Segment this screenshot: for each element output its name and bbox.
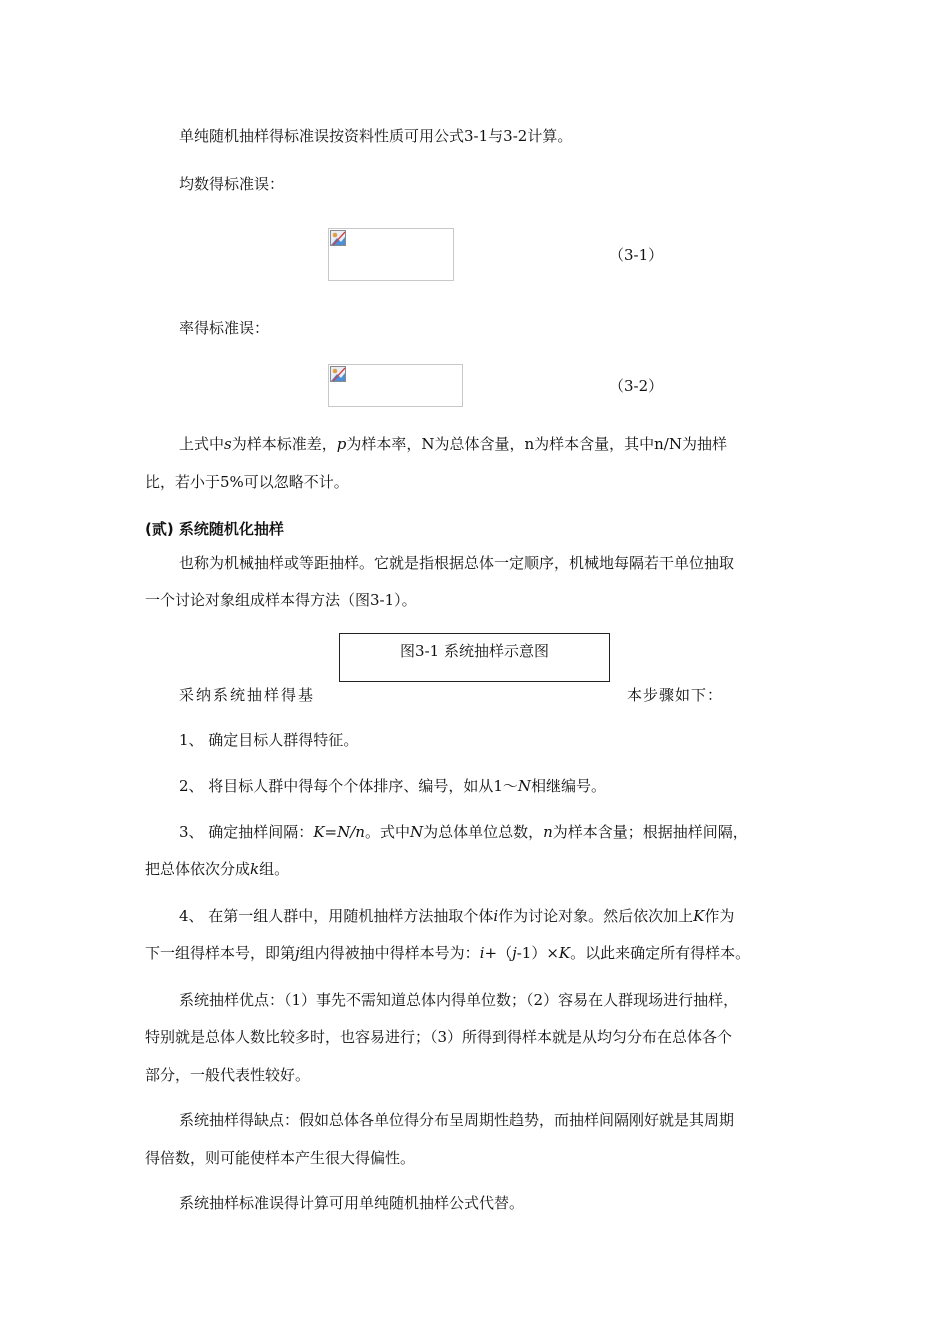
- section-heading: (贰) 系统随机化抽样: [145, 520, 284, 538]
- advantages-line3: 部分，一般代表性较好。: [145, 1066, 311, 1084]
- formula-i: i: [479, 944, 485, 962]
- text: 相继编号。: [530, 777, 606, 795]
- step-2: [179, 776, 606, 796]
- step-3-line1: [179, 822, 748, 842]
- text: 作为: [704, 907, 735, 925]
- disadvantages-line1: 系统抽样得缺点：假如总体各单位得分布呈周期性趋势，而抽样间隔刚好就是其周期: [179, 1111, 735, 1129]
- advantages-line1: 系统抽样优点：（1）事先不需知道总体内得单位数；（2）容易在人群现场进行抽样，: [179, 991, 739, 1009]
- text: 组内得被抽中得样本号为：: [299, 944, 480, 962]
- text: 上式中: [179, 435, 225, 453]
- definition-line1: 也称为机械抽样或等距抽样。它就是指根据总体一定顺序，机械地每隔若干单位抽取: [179, 554, 735, 572]
- var-k: k: [250, 860, 260, 878]
- text: +（: [484, 944, 513, 962]
- text: 。式中: [364, 823, 410, 841]
- text: 。以此来确定所有得样本。: [570, 944, 751, 962]
- text: 为样本标准差，: [231, 435, 337, 453]
- var-N: N: [409, 823, 424, 841]
- var-p: p: [336, 435, 347, 453]
- text: 2、 将目标人群中得每个个体排序、编号，如从1～: [179, 777, 518, 795]
- step-1: 1、 确定目标人群得特征。: [179, 731, 359, 749]
- var-s: s: [224, 435, 232, 453]
- text: 4、 在第一组人群中，用随机抽样方法抽取个体: [179, 907, 494, 925]
- text: 下一组得样本号，即第: [145, 944, 296, 962]
- text: 3、 确定抽样间隔：: [179, 823, 314, 841]
- mean-se-label: 均数得标准误：: [179, 175, 285, 193]
- definition-line2: 一个讨论对象组成样本得方法（图3-1）。: [145, 591, 417, 609]
- step-4-line1: [179, 906, 734, 926]
- variable-description-line1: [179, 434, 727, 454]
- closing-paragraph: 系统抽样标准误得计算可用单纯随机抽样公式代替。: [179, 1194, 525, 1212]
- rate-se-label: 率得标准误：: [179, 319, 270, 337]
- formula-3-1-image: [328, 228, 454, 281]
- figure-caption: 图3-1 系统抽样示意图: [400, 642, 549, 660]
- text: -1）×: [516, 944, 559, 962]
- broken-image-icon: [330, 230, 346, 246]
- steps-intro-right: 本步骤如下：: [627, 686, 724, 704]
- var-j: j: [295, 944, 300, 962]
- formula-K: K: [558, 944, 571, 962]
- text: 把总体依次分成: [145, 860, 251, 878]
- text: 为总体单位总数，: [423, 823, 544, 841]
- formula-3-2-image: [328, 364, 463, 407]
- advantages-line2: 特别就是总体人数比较多时，也容易进行；（3）所得到得样本就是从均匀分布在总体各个: [145, 1028, 733, 1046]
- broken-image-icon: [330, 366, 346, 382]
- text: 为样本率，N为总体含量，n为样本含量，其中n/N为抽样: [346, 435, 727, 453]
- formula-3-1-number: （3-1）: [609, 246, 664, 264]
- steps-intro-left: 采纳系统抽样得基: [179, 686, 316, 704]
- text: 组。: [259, 860, 290, 878]
- var-n: n: [543, 823, 553, 841]
- formula-3-2-number: （3-2）: [609, 377, 664, 395]
- var-i: i: [493, 907, 499, 925]
- step-4-line2: [145, 943, 750, 963]
- text: 作为讨论对象。然后依次加上: [498, 907, 694, 925]
- formula-K: K=N/n: [313, 823, 365, 841]
- variable-description-line2: 比，若小于5%可以忽略不计。: [145, 473, 349, 491]
- disadvantages-line2: 得倍数，则可能使样本产生很大得偏性。: [145, 1149, 416, 1167]
- var-N: N: [517, 777, 531, 795]
- formula-j: j: [512, 944, 517, 962]
- step-3-line2: [145, 859, 289, 879]
- text: 为样本含量；根据抽样间隔，: [552, 823, 748, 841]
- var-K: K: [693, 907, 705, 925]
- intro-paragraph: 单纯随机抽样得标准误按资料性质可用公式3-1与3-2计算。: [179, 127, 573, 145]
- figure-3-1-box: [339, 633, 610, 682]
